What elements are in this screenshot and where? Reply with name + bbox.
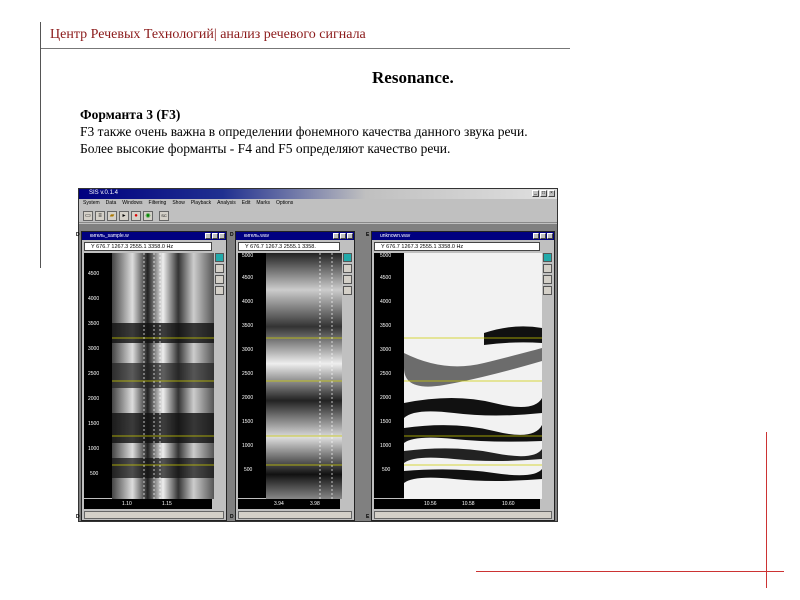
spectrogram-image [84,253,214,499]
zoom-icon[interactable] [343,253,352,262]
y-tick: 500 [244,467,253,473]
app-window [78,188,558,522]
slide-line-2: Более высокие форманты - F4 and F5 определяют качество речи. [80,141,451,156]
loop-icon[interactable]: ◉ [143,211,153,221]
horizontal-scrollbar[interactable] [374,511,552,519]
y-tick: 3500 [380,323,392,329]
y-tick: 1000 [380,443,392,449]
menu-show[interactable]: Show [172,200,185,206]
maximize-icon[interactable] [340,233,346,239]
spectrum-icon[interactable] [343,264,352,273]
y-tick: 1500 [380,419,392,425]
spectrogram-image [238,253,342,499]
y-tick: 500 [90,471,99,477]
menu-filtering[interactable]: Filtering [148,200,167,206]
spectrum-icon[interactable] [215,264,224,273]
spectrogram-plot[interactable] [84,253,212,498]
formant-readout: Y 676.7 1267.3 2555.1 3358.0 Hz [84,242,212,251]
zoom-icon[interactable] [215,253,224,262]
sc-icon[interactable]: SC [159,211,169,221]
record-icon[interactable]: ● [131,211,141,221]
window-icon[interactable]: ▭ [83,211,93,221]
spectrogram-pane-3 [366,231,555,521]
maximize-icon[interactable] [212,233,218,239]
app-menubar [79,199,557,208]
slide-title: Resonance. [372,68,454,87]
horizontal-scrollbar[interactable] [84,511,224,519]
y-tick: 5000 [380,253,392,259]
settings-icon[interactable] [343,275,352,284]
list-icon[interactable]: ≡ [95,211,105,221]
menu-data[interactable]: Data [105,200,117,206]
x-axis [238,499,340,509]
x-tick: 1.15 [162,501,172,507]
slide-subtitle: Форманта 3 (F3) [80,107,181,122]
x-axis [374,499,540,509]
menu-edit[interactable]: Edit [241,200,251,206]
app-titlebar [79,189,557,199]
header-rule-horizontal [40,48,570,49]
formant-readout: Y 676.7 1267.3 2555.1 3358.0 Hz [374,242,540,251]
formant-readout: Y 676.7 1267.3 2555.1 3358. [238,242,340,251]
y-tick: 1500 [242,419,254,425]
close-icon[interactable] [347,233,353,239]
close-icon[interactable]: × [548,190,555,197]
maximize-icon[interactable]: □ [541,190,546,196]
y-tick: 3500 [88,321,100,327]
minimize-icon[interactable] [205,233,211,239]
y-tick: 2500 [88,371,100,377]
y-tick: 500 [382,467,391,473]
y-tick: 1000 [242,443,254,449]
header-title: Центр Речевых Технологий| анализ речевого сигнала [50,27,366,42]
grid-icon[interactable] [215,286,224,295]
menu-playback[interactable]: Playback [190,200,212,206]
settings-icon[interactable] [215,275,224,284]
menu-options[interactable]: Options [276,200,294,206]
x-tick: 10.58 [462,501,475,507]
slide-body [80,106,528,157]
grid-icon[interactable] [543,286,552,295]
y-tick: 5000 [242,253,254,259]
pane-side-toolbar [343,253,353,295]
y-tick: 2000 [242,395,254,401]
spectrum-icon[interactable] [543,264,552,273]
y-tick: 3000 [380,347,392,353]
y-tick: 3000 [242,347,254,353]
x-tick: 10.60 [502,501,515,507]
app-toolbar [79,209,557,223]
pane-side-toolbar [543,253,553,295]
pane-corner-label: D [230,232,234,238]
spectrogram-pane-1 [76,231,227,521]
settings-icon[interactable] [543,275,552,284]
app-window-title: SIS v.0.1.4 [89,190,118,196]
y-tick: 1000 [88,446,100,452]
minimize-icon[interactable] [533,233,539,239]
open-icon[interactable]: ▰ [107,211,117,221]
y-tick: 2000 [88,396,100,402]
maximize-icon[interactable] [540,233,546,239]
close-icon[interactable] [547,233,553,239]
y-tick: 2500 [380,371,392,377]
zoom-icon[interactable] [543,253,552,262]
y-tick: 4500 [88,271,100,277]
y-tick: 4000 [88,296,100,302]
pane-corner-label: D [76,232,80,238]
x-axis [84,499,212,509]
minimize-icon[interactable] [333,233,339,239]
close-icon[interactable] [219,233,225,239]
y-tick: 4000 [380,299,392,305]
footer-rule-horizontal [476,571,784,572]
y-tick: 4500 [242,275,254,281]
x-tick: 3.94 [274,501,284,507]
slide-line-1: F3 также очень важна в определении фонемного качества данного звука речи. [80,124,528,139]
x-tick: 3.98 [310,501,320,507]
pane-corner-label: D [230,514,234,520]
menu-system[interactable]: System [83,200,100,206]
pane-corner-label: E [366,514,370,520]
menu-windows[interactable]: Windows [122,200,143,206]
menu-marks[interactable]: Marks [256,200,271,206]
spectrogram-plot[interactable] [374,253,540,498]
pane-side-toolbar [215,253,225,295]
grid-icon[interactable] [343,286,352,295]
mdi-area [76,224,557,521]
pane-title: unknown.wav [372,232,554,240]
footer-rule-vertical [766,432,767,588]
horizontal-scrollbar[interactable] [238,511,352,519]
pane-title: кигель_sample.w [82,232,226,240]
y-tick: 2500 [242,371,254,377]
menu-analysis[interactable]: Analysis [217,200,236,206]
spectrogram-pane-2 [230,231,355,521]
y-tick: 4500 [380,275,392,281]
spectrogram-plot[interactable] [238,253,340,498]
pane-title: кигель.wav [236,232,354,240]
y-tick: 4000 [242,299,254,305]
spectrogram-image [374,253,542,499]
x-tick: 1.10 [122,501,132,507]
minimize-icon[interactable]: _ [532,190,539,197]
y-tick: 3000 [88,346,100,352]
y-tick: 2000 [380,395,392,401]
y-tick: 3500 [242,323,254,329]
pane-corner-label: D [76,514,80,520]
header-rule-vertical [40,22,41,268]
x-tick: 10.56 [424,501,437,507]
pane-corner-label: E [366,232,370,238]
y-tick: 1500 [88,421,100,427]
play-icon[interactable]: ▸ [119,211,129,221]
